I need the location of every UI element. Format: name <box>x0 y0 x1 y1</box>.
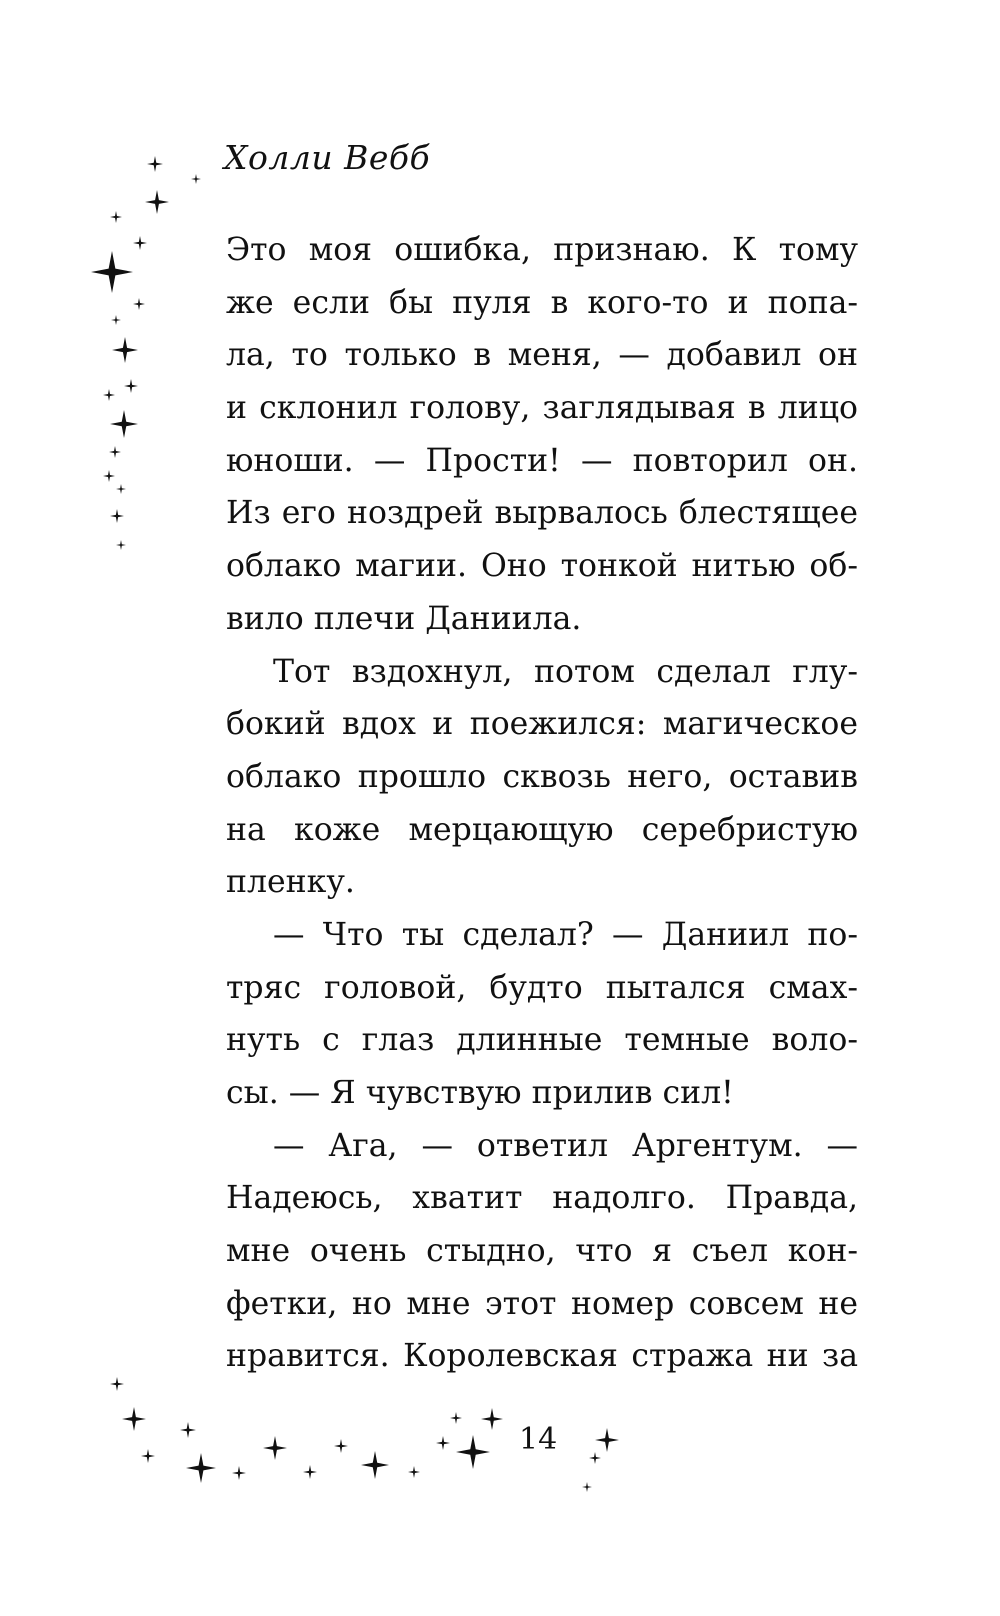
sparkle-star-icon <box>582 1482 592 1492</box>
sparkle-star-icon <box>141 1449 155 1463</box>
sparkle-star-icon <box>456 1435 490 1469</box>
sparkle-star-icon <box>110 509 124 523</box>
sparkle-star-icon <box>91 251 133 293</box>
sparkle-star-icon <box>180 1422 196 1438</box>
text-line: Из его ноздрей вырвалось блестящее <box>226 495 858 532</box>
sparkle-star-icon <box>147 156 163 172</box>
sparkle-star-icon <box>124 379 138 393</box>
text-line: на коже мерцающую серебристую <box>226 811 858 848</box>
sparkle-star-icon <box>361 1451 389 1479</box>
sparkle-star-icon <box>595 1428 619 1452</box>
text-line: нуть с глаз длинные темные воло- <box>226 1022 858 1059</box>
paragraph-start-line: — Что ты сделал? — Даниил по- <box>273 916 858 953</box>
sparkle-star-icon <box>109 446 121 458</box>
running-head-author: Холли Вебб <box>224 138 431 177</box>
sparkle-star-icon <box>110 410 138 438</box>
sparkle-star-icon <box>133 298 145 310</box>
sparkle-star-icon <box>111 315 121 325</box>
sparkle-star-icon <box>133 236 147 250</box>
paragraph-start-line: Тот вздохнул, потом сделал глу- <box>273 653 858 690</box>
sparkle-star-icon <box>303 1465 317 1479</box>
text-line: мне очень стыдно, что я съел кон- <box>226 1233 858 1270</box>
text-line: бокий вдох и поежился: магическое <box>226 706 858 743</box>
sparkle-star-icon <box>103 470 115 482</box>
sparkle-star-icon <box>186 1453 216 1483</box>
body-text <box>226 224 858 1383</box>
sparkle-star-icon <box>481 1408 503 1430</box>
sparkle-star-icon <box>408 1466 420 1478</box>
text-line: облако магии. Оно тонкой нитью об- <box>226 548 858 585</box>
text-line: фетки, но мне этот номер совсем не <box>226 1285 858 1322</box>
page-number: 14 <box>519 1422 558 1457</box>
text-line: ла, то только в меня, — добавил он <box>226 337 858 374</box>
text-line: Это моя ошибка, признаю. К тому <box>226 232 858 268</box>
text-line: тряс головой, будто пытался смах- <box>226 969 858 1006</box>
sparkle-star-icon <box>122 1407 146 1431</box>
text-line: же если бы пуля в кого-то и попа- <box>226 284 858 321</box>
text-line: сы. — Я чувствую прилив сил! <box>226 1075 734 1111</box>
sparkle-star-icon <box>191 174 201 184</box>
text-line: юноши. — Прости! — повторил он. <box>226 442 858 479</box>
paragraph-start-line: — Ага, — ответил Аргентум. — <box>273 1127 858 1164</box>
sparkle-star-icon <box>110 211 122 223</box>
sparkle-star-icon <box>450 1412 462 1424</box>
sparkle-star-icon <box>116 484 126 494</box>
text-line: пленку. <box>226 864 355 901</box>
sparkle-star-icon <box>589 1452 601 1464</box>
text-line: вило плечи Даниила. <box>226 600 582 637</box>
sparkle-star-icon <box>110 1377 124 1391</box>
text-line: нравится. Королевская стража ни за <box>226 1338 858 1375</box>
sparkle-star-icon <box>263 1436 287 1460</box>
sparkle-star-icon <box>145 190 169 214</box>
text-line: облако прошло сквозь него, оставив <box>226 758 858 795</box>
text-line: и склонил голову, заглядывая в лицо <box>226 390 858 427</box>
sparkle-star-icon <box>232 1466 246 1480</box>
text-line: Надеюсь, хватит надолго. Правда, <box>226 1180 858 1217</box>
sparkle-star-icon <box>436 1436 450 1450</box>
sparkle-star-icon <box>116 540 126 550</box>
sparkle-star-icon <box>334 1439 348 1453</box>
sparkle-star-icon <box>112 337 138 363</box>
sparkle-star-icon <box>103 389 115 401</box>
